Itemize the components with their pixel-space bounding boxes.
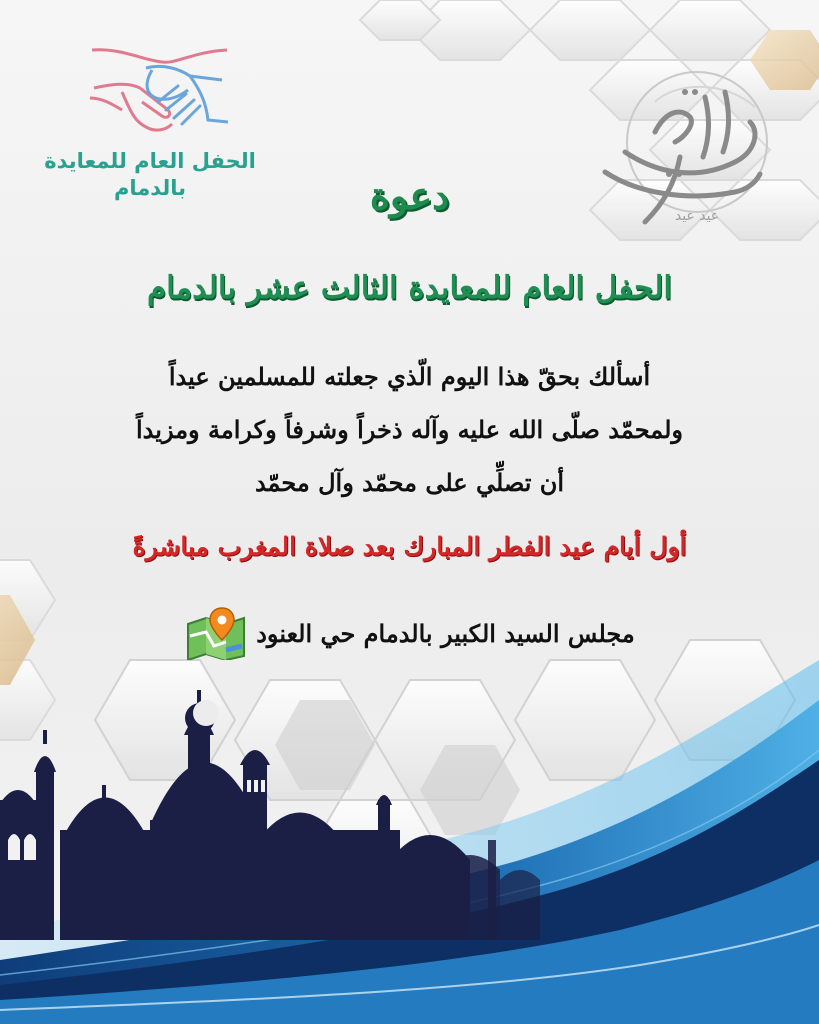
organization-name-line1: الحفل العام للمعايدة: [44, 149, 256, 173]
event-timing: أول أيام عيد الفطر المبارك بعد صلاة المغرب مباشرةً: [132, 532, 687, 561]
eid-calligraphy-text: عيد عيد: [674, 208, 720, 224]
handshake-icon: [82, 40, 232, 140]
event-location: [0, 606, 819, 660]
prayer-line-2: ولمحمّد صلّى الله عليه وآله ذخراً وشرفاً وكرامة ومزيداً: [136, 415, 683, 444]
map-pin-icon: [184, 606, 248, 660]
event-subtitle: الحفل العام للمعايدة الثالث عشر بالدمام: [146, 270, 673, 306]
prayer-text: [0, 350, 819, 509]
prayer-line-1: أسألك بحقّ هذا اليوم الّذي جعلته للمسلمين عيداً: [168, 362, 651, 391]
invitation-title: دعوة: [369, 173, 450, 218]
organization-name-line2: بالدمام: [113, 176, 187, 200]
location-text: مجلس السيد الكبير بالدمام حي العنود: [256, 618, 635, 648]
prayer-line-3: أن تصلِّي على محمّد وآل محمّد: [254, 468, 565, 497]
